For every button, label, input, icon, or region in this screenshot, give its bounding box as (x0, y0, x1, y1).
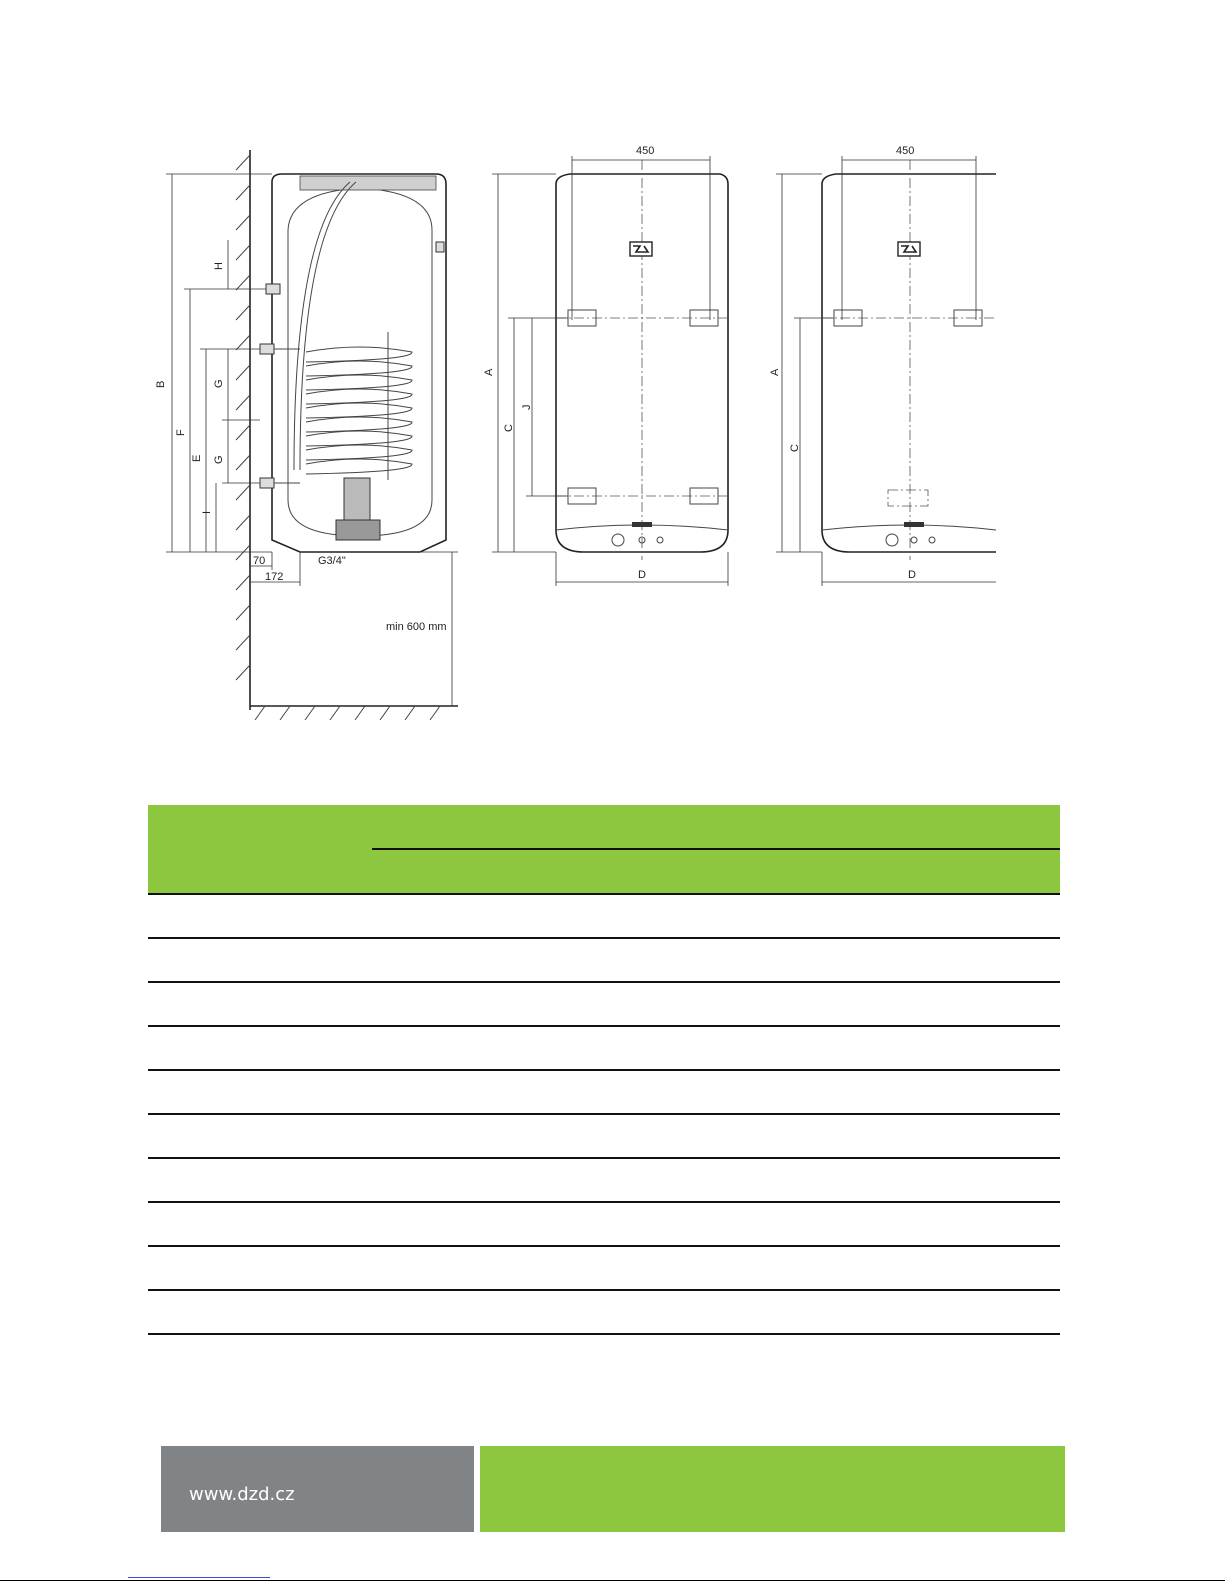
dim-label-A-1: A (483, 368, 495, 376)
dim-label-70: 70 (253, 555, 266, 567)
dim-label-172: 172 (265, 571, 284, 583)
front-view (483, 145, 728, 586)
footer-website-block (161, 1446, 474, 1532)
dim-label-E: E (191, 454, 203, 462)
section-view (155, 150, 458, 720)
width-label-1: 450 (636, 145, 655, 157)
dimensions-table (148, 805, 1060, 1335)
page-bottom-rule (0, 1580, 1225, 1581)
table-row (148, 939, 1060, 983)
table-row (148, 895, 1060, 939)
footer-accent-block (480, 1446, 1065, 1532)
dim-label-I: I (201, 510, 213, 514)
table-row (148, 1159, 1060, 1203)
table-row (148, 1071, 1060, 1115)
dim-label-H: H (213, 262, 225, 270)
table-row (148, 1115, 1060, 1159)
header-divider (372, 848, 1060, 850)
dim-label-C-2: C (789, 444, 801, 452)
width-label-2: 450 (896, 145, 915, 157)
dim-label-A-2: A (769, 368, 781, 376)
dim-label-F: F (175, 429, 187, 436)
dim-label-D-2: D (908, 569, 916, 581)
min-clearance-label: min 600 mm (386, 621, 447, 633)
dim-label-B: B (155, 380, 167, 388)
dim-label-G-1: G (213, 379, 225, 388)
dim-label-D-1: D (638, 569, 646, 581)
dim-label-C-1: C (503, 424, 515, 432)
table-row (148, 1027, 1060, 1071)
technical-drawing (0, 0, 1225, 760)
dim-label-G-2: G (213, 455, 225, 464)
page-bottom-link-underline (128, 1577, 270, 1578)
table-row (148, 1203, 1060, 1247)
website-link[interactable]: www.dzd.cz (189, 1484, 295, 1505)
table-row (148, 1291, 1060, 1335)
table-row (148, 1247, 1060, 1291)
table-row (148, 983, 1060, 1027)
dim-label-J: J (521, 404, 533, 410)
table-header (148, 805, 1060, 895)
front-view-variant (769, 145, 996, 586)
thread-label: G3/4" (318, 555, 346, 567)
